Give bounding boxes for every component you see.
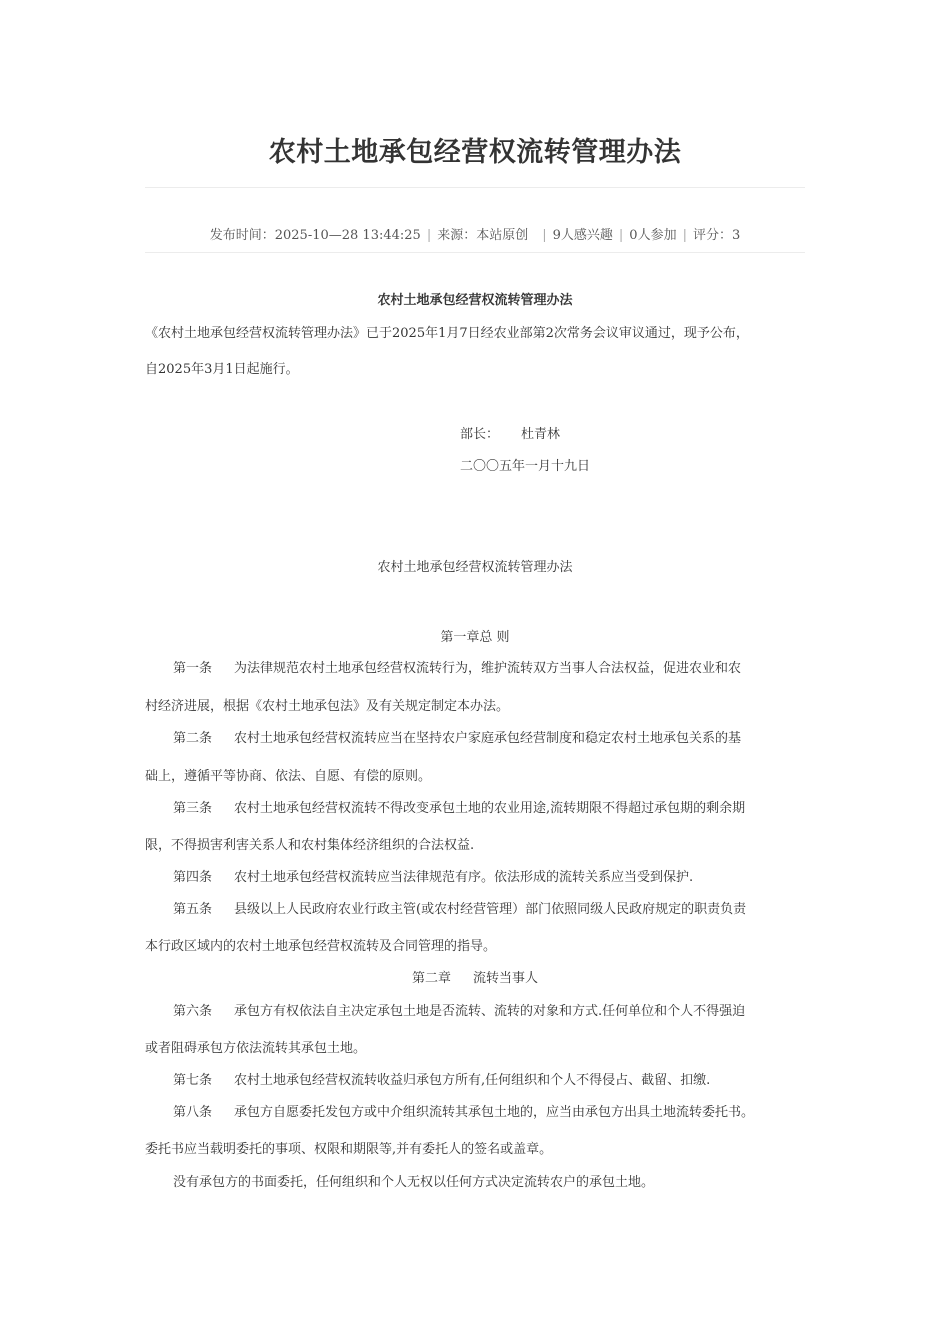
article-text: 础上，遵循平等协商、依法、自愿、有偿的原则。 (145, 769, 432, 784)
chapter-heading (0, 967, 950, 986)
article-number: 第一条 (173, 661, 213, 676)
preamble-line: 《农村土地承包经营权流转管理办法》已于2025年1月7日经农业部第2次常务会议审议通过，现予公布， (145, 326, 749, 341)
article-line (173, 866, 693, 885)
chapter-title: 流转当事人 (473, 971, 539, 986)
article-number: 第二条 (173, 731, 213, 746)
meta-divider (145, 252, 805, 253)
article-line (173, 1101, 754, 1120)
participant-count: 0人参加 (629, 228, 677, 243)
title-divider (145, 187, 805, 188)
article-meta-bar (0, 224, 950, 243)
article-text: 村经济进展，根据《农村土地承包法》及有关规定制定本办法。 (145, 699, 510, 714)
article-line (173, 657, 741, 676)
article-text: 县级以上人民政府农业行政主管(或农村经营管理）部门依照同级人民政府规定的职责负责 (234, 902, 747, 917)
chapter-number: 第二章 (411, 971, 451, 986)
interested-count: 9人感兴趣 (552, 228, 613, 243)
article-line (173, 797, 745, 816)
signer-name: 杜青林 (521, 427, 561, 442)
meta-separator: | (618, 228, 624, 243)
doc-heading: 农村土地承包经营权流转管理办法 (377, 293, 573, 308)
sign-date: 二〇〇五年一月十九日 (460, 459, 591, 474)
article-text: 限，不得损害利害关系人和农村集体经济组织的合法权益. (145, 838, 475, 853)
rating-value: 评分：3 (692, 228, 741, 243)
article-text: 没有承包方的书面委托，任何组织和个人无权以任何方式决定流转农户的承包土地。 (173, 1175, 655, 1190)
meta-separator: | (682, 228, 687, 243)
article-number: 第三条 (173, 801, 213, 816)
article-text: 农村土地承包经营权流转应当在坚持农户家庭承包经营制度和稳定农村土地承包关系的基 (234, 731, 742, 746)
article-number: 第七条 (173, 1073, 213, 1088)
article-number: 第八条 (173, 1105, 213, 1120)
article-text: 委托书应当载明委托的事项、权限和期限等,并有委托人的签名或盖章。 (145, 1142, 553, 1157)
chapter-heading: 第一章总 则 (440, 630, 510, 645)
law-title: 农村土地承包经营权流转管理办法 (377, 560, 573, 575)
article-number: 第五条 (173, 902, 213, 917)
page-title: 农村土地承包经营权流转管理办法 (268, 137, 682, 168)
article-text: 承包方有权依法自主决定承包土地是否流转、流转的对象和方式.任何单位和个人不得强迫 (234, 1004, 746, 1019)
signer-line (460, 423, 560, 442)
meta-separator: | (426, 228, 432, 243)
signer-label: 部长： (460, 427, 500, 442)
article-number: 第六条 (173, 1004, 213, 1019)
article-text: 农村土地承包经营权流转不得改变承包土地的农业用途,流转期限不得超过承包期的剩余期 (234, 801, 746, 816)
article-line (173, 727, 741, 746)
preamble-line: 自2025年3月1日起施行。 (145, 362, 299, 377)
article-line (173, 1069, 710, 1088)
article-text: 或者阻碍承包方依法流转其承包土地。 (145, 1041, 367, 1056)
article-line (173, 898, 746, 917)
article-text: 为法律规范农村土地承包经营权流转行为，维护流转双方当事人合法权益，促进农业和农 (234, 661, 742, 676)
meta-separator: | (542, 228, 547, 243)
article-text: 农村土地承包经营权流转收益归承包方所有,任何组织和个人不得侵占、截留、扣缴. (234, 1073, 711, 1088)
article-line (173, 1000, 745, 1019)
article-text: 本行政区域内的农村土地承包经营权流转及合同管理的指导。 (145, 939, 497, 954)
article-text: 农村土地承包经营权流转应当法律规范有序。依法形成的流转关系应当受到保护. (234, 870, 694, 885)
source-label: 来源：本站原创 (437, 228, 529, 243)
article-text: 承包方自愿委托发包方或中介组织流转其承包土地的，应当由承包方出具土地流转委托书。 (234, 1105, 755, 1120)
publish-time: 发布时间：2025-10—28 13:44:25 (209, 228, 421, 243)
article-number: 第四条 (173, 870, 213, 885)
